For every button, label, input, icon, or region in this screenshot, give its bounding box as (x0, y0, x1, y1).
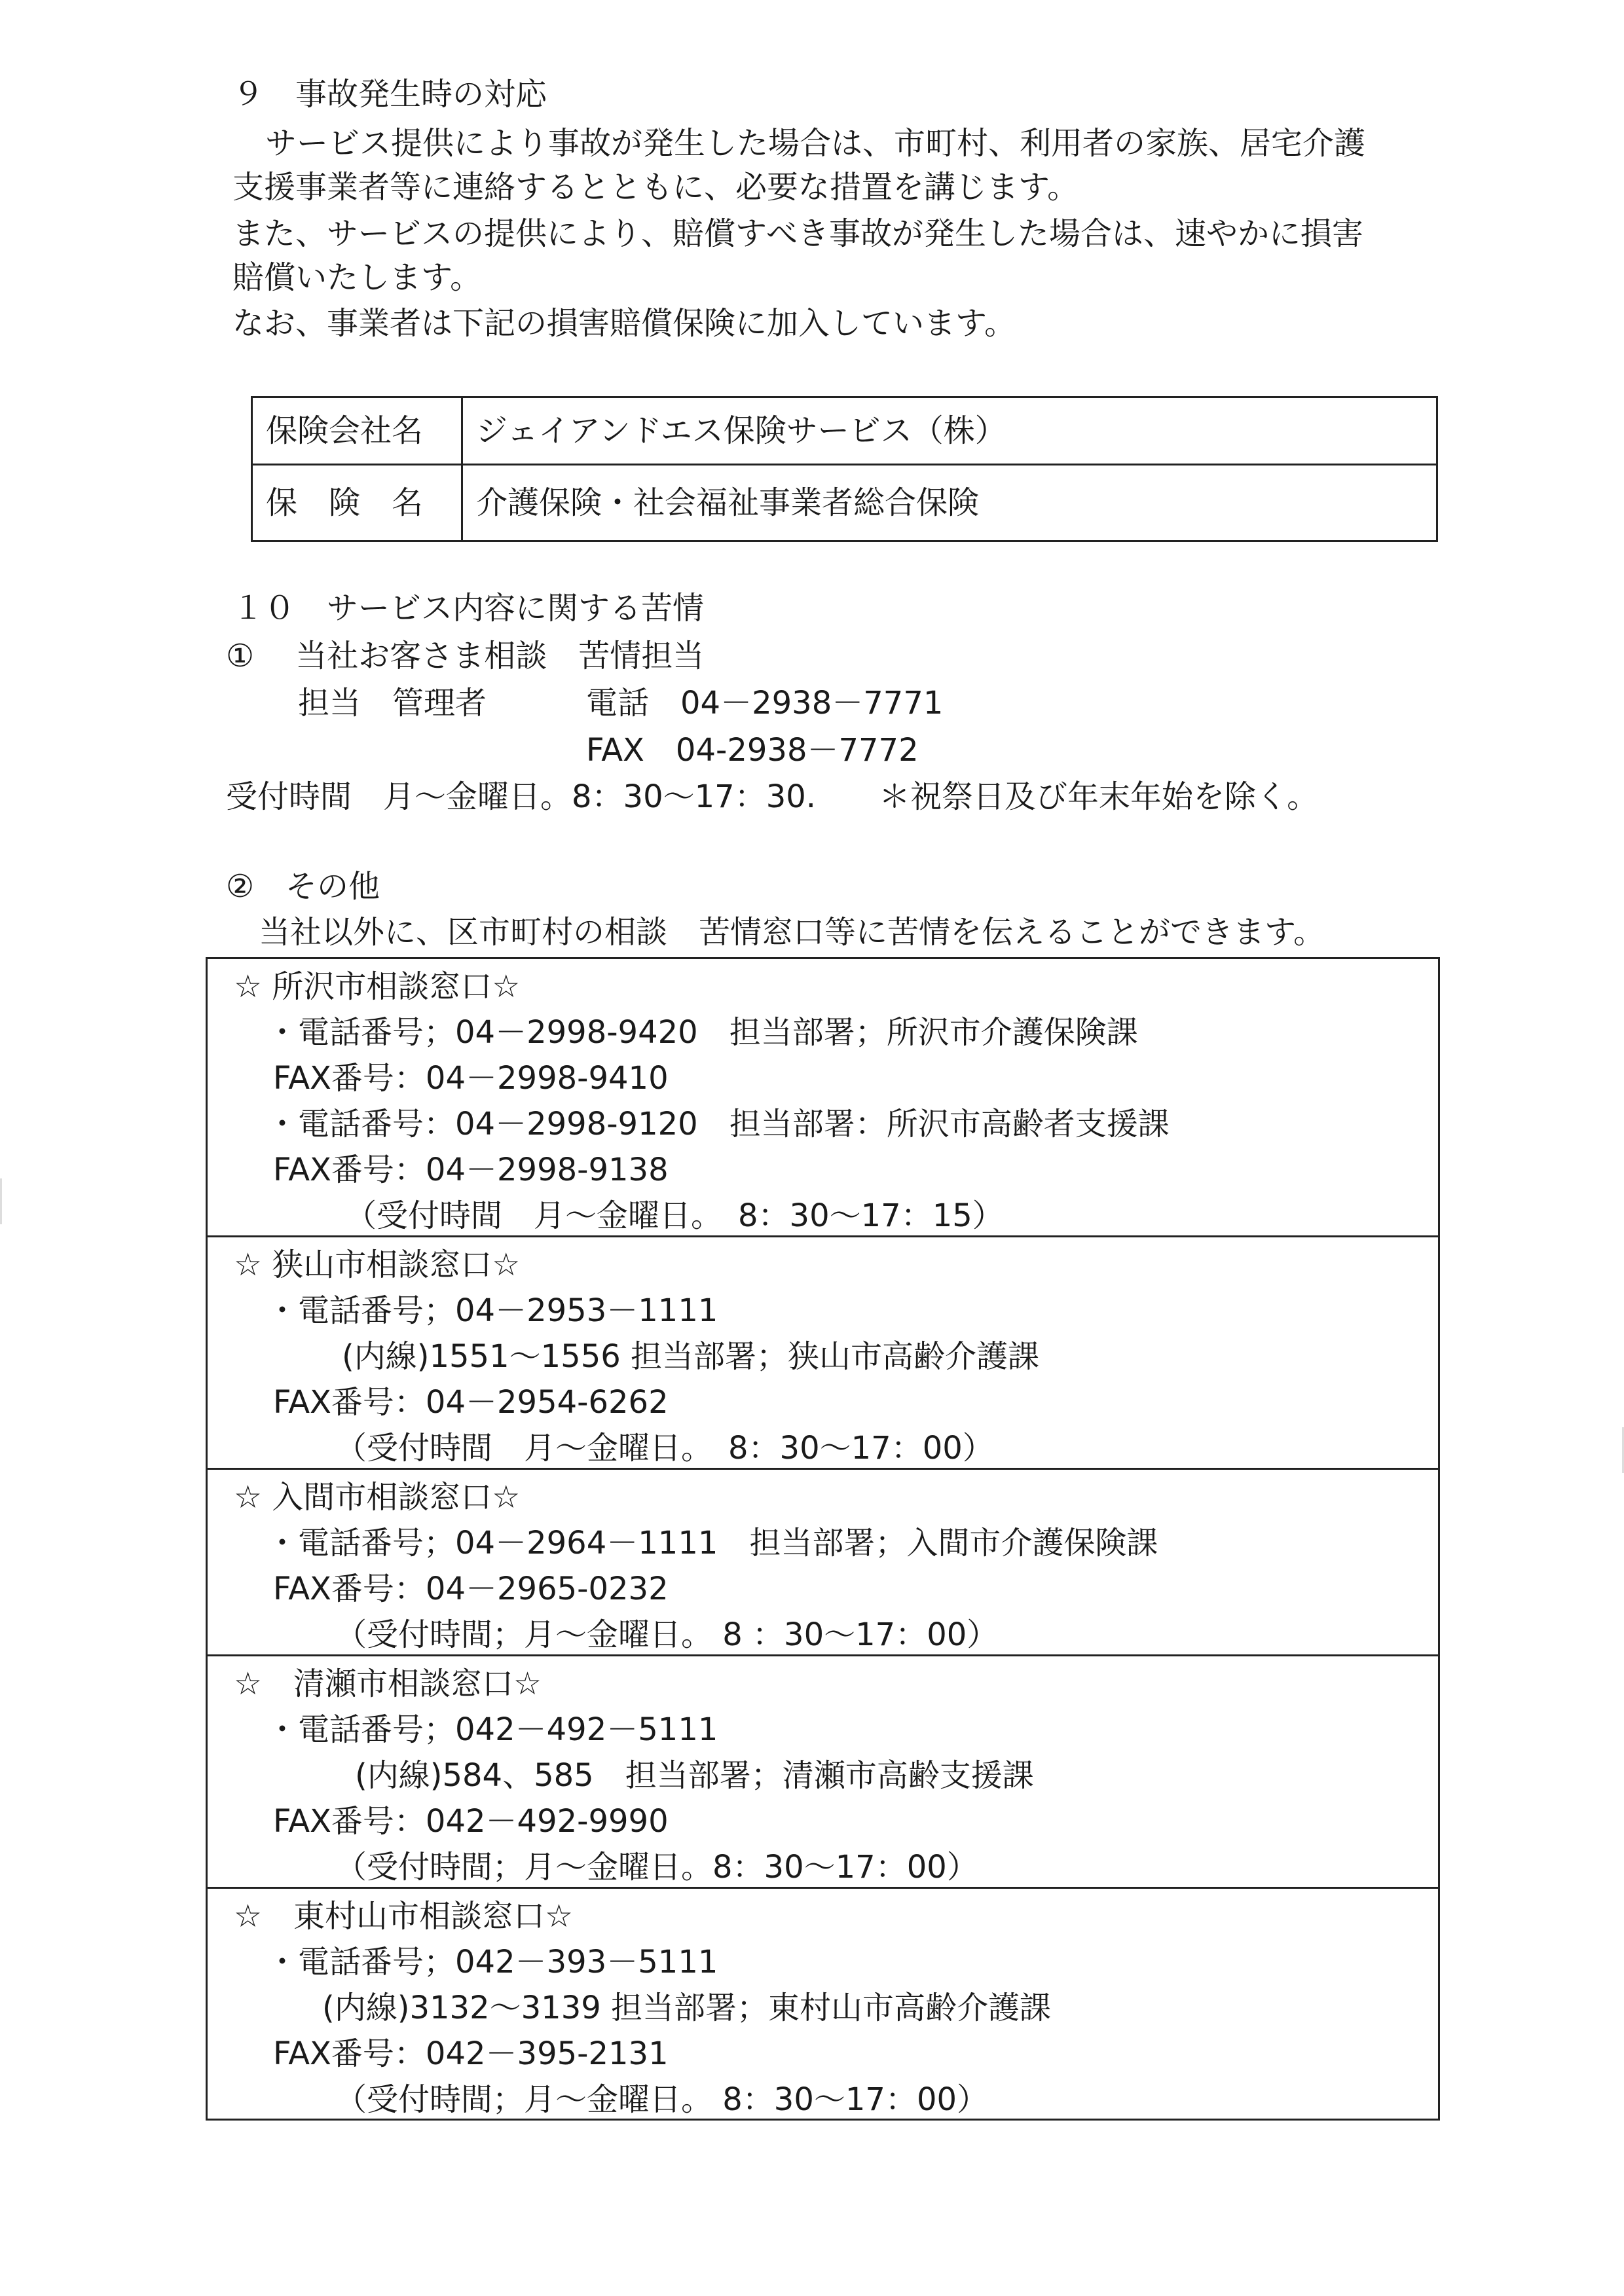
window-line: ・電話番号；042－492－5111 (267, 1711, 718, 1748)
section9-heading: ９ 事故発生時の対応 (232, 76, 547, 113)
insurance-key: 保 険 名 (252, 465, 462, 541)
window-line: FAX番号：04－2954-6262 (273, 1384, 669, 1421)
window-line: （受付時間；月～金曜日。8：30～17：00） (335, 1849, 978, 1886)
consultation-window-kiyose (206, 1654, 1440, 1887)
section10-tel: 電話 04－2938－7771 (586, 685, 944, 721)
window-line: (内線)3132～3139 担当部署；東村山市高齢介護課 (322, 1990, 1052, 2026)
section10-hours: 受付時間 月～金曜日。8：30～17：30. ＊祝祭日及び年末年始を除く。 (226, 778, 1319, 815)
window-line: FAX番号：042－395-2131 (273, 2035, 669, 2072)
window-line: ・電話番号；042－393－5111 (267, 1944, 718, 1980)
section9-paragraph-2a: また、サービスの提供により、賠償すべき事故が発生した場合は、速やかに損害 (232, 215, 1364, 252)
window-line: FAX番号：04－2998-9138 (273, 1152, 669, 1188)
window-line: （受付時間 月～金曜日。 8：30～17：15） (345, 1197, 1004, 1234)
section10-heading: １０ サービス内容に関する苦情 (232, 590, 705, 627)
window-title: ☆ 入間市相談窓口☆ (234, 1479, 521, 1516)
insurance-table (251, 396, 1438, 542)
consultation-window-sayama (206, 1235, 1440, 1468)
scan-edge-mark (0, 1178, 2, 1224)
window-line: ・電話番号；04－2964－1111 担当部署；入間市介護保険課 (267, 1525, 1158, 1561)
window-title: ☆ 所沢市相談窓口☆ (234, 968, 521, 1005)
insurance-key: 保険会社名 (252, 397, 462, 465)
section10-fax: FAX 04-2938－7772 (586, 732, 919, 769)
window-line: （受付時間；月～金曜日。 8：30～17：00） (335, 2081, 989, 2118)
window-line: （受付時間 月～金曜日。 8：30～17：00） (335, 1430, 994, 1467)
insurance-row (252, 465, 1437, 541)
insurance-value: 介護保険・社会福祉事業者総合保険 (462, 465, 1437, 541)
insurance-row (252, 397, 1437, 465)
window-title: ☆ 東村山市相談窓口☆ (234, 1898, 574, 1935)
section9-paragraph-2b: 賠償いたします。 (232, 259, 482, 296)
window-line: ・電話番号：04－2998-9120 担当部署：所沢市高齢者支援課 (267, 1106, 1170, 1142)
window-line: FAX番号：042－492-9990 (273, 1803, 669, 1840)
section10-staff: 担当 管理者 (298, 685, 487, 721)
window-title: ☆ 狭山市相談窓口☆ (234, 1247, 521, 1283)
window-title: ☆ 清瀬市相談窓口☆ (234, 1666, 542, 1702)
insurance-value: ジェイアンドエス保険サービス（株） (462, 397, 1437, 465)
window-line: ・電話番号；04－2998-9420 担当部署；所沢市介護保険課 (267, 1014, 1138, 1051)
section10-sub1: ① 当社お客さま相談 苦情担当 (226, 638, 705, 674)
consultation-window-tokorozawa (206, 957, 1440, 1235)
consultation-window-higashimurayama (206, 1887, 1440, 2121)
window-line: ・電話番号；04－2953－1111 (267, 1292, 718, 1329)
section9-paragraph-3: なお、事業者は下記の損害賠償保険に加入しています。 (232, 305, 1016, 342)
section9-paragraph-1a: サービス提供により事故が発生した場合は、市町村、利用者の家族、居宅介護 (265, 125, 1366, 162)
consultation-window-iruma (206, 1468, 1440, 1654)
window-line: (内線)584、585 担当部署；清瀬市高齢支援課 (355, 1757, 1034, 1794)
section10-intro: 当社以外に、区市町村の相談 苦情窓口等に苦情を伝えることができます。 (259, 914, 1325, 951)
window-line: FAX番号：04－2998-9410 (273, 1060, 669, 1097)
window-line: （受付時間；月～金曜日。 8 ：30～17：00） (335, 1616, 999, 1653)
window-line: FAX番号：04－2965-0232 (273, 1571, 669, 1607)
section9-paragraph-1b: 支援事業者等に連絡するとともに、必要な措置を講じます。 (232, 169, 1079, 206)
window-line: (内線)1551～1556 担当部署；狭山市高齢介護課 (342, 1338, 1040, 1375)
section10-sub2: ② その他 (226, 868, 380, 905)
